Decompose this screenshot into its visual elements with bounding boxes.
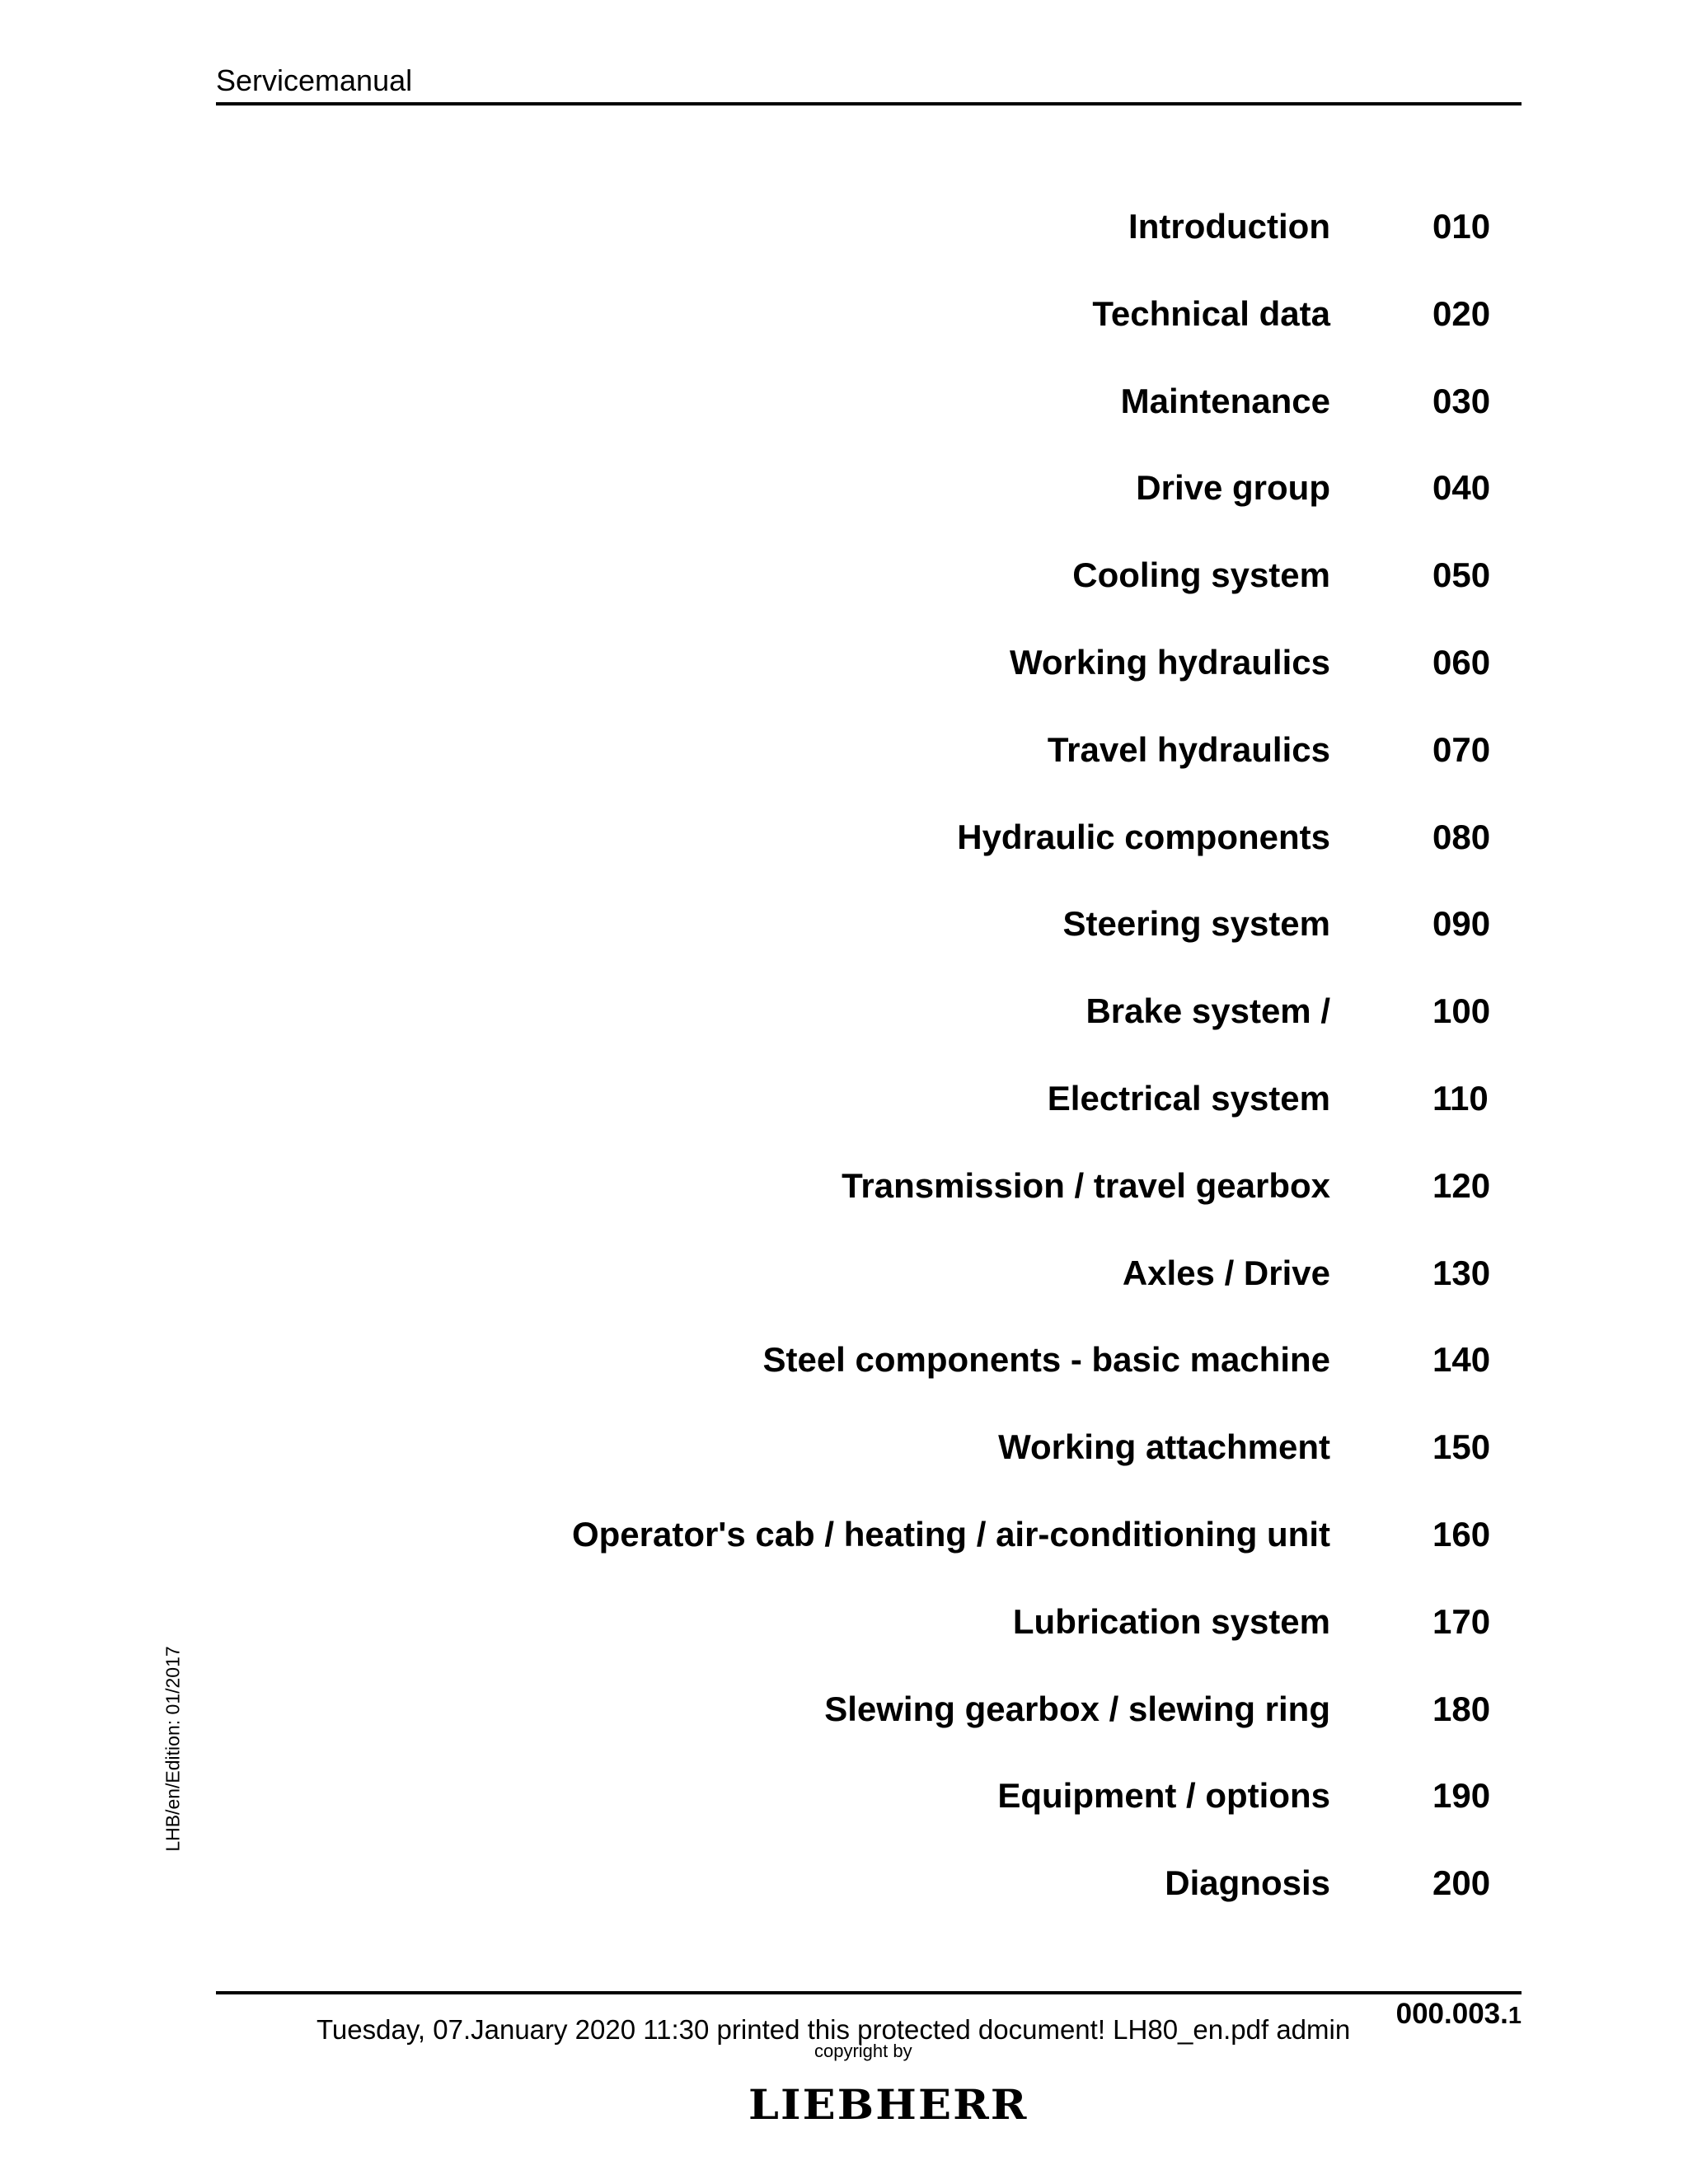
toc-item-number: 080 — [1432, 817, 1491, 856]
page-number-main: 000.003. — [1395, 1998, 1508, 2030]
toc-item-maintenance[interactable] — [216, 377, 1522, 464]
toc-item-title: Drive group — [1136, 468, 1330, 508]
toc-item-number: 160 — [1432, 1514, 1491, 1554]
toc-item-slewing-gearbox[interactable] — [216, 1685, 1522, 1772]
toc-item-number: 100 — [1432, 991, 1491, 1031]
toc-item-number: 110 — [1432, 1078, 1489, 1118]
toc-item-number: 030 — [1432, 381, 1491, 420]
toc-item-number: 070 — [1432, 729, 1491, 769]
toc-item-electrical-system[interactable] — [216, 1074, 1522, 1161]
page-number — [1396, 1998, 1522, 2031]
toc-item-title: Electrical system — [1047, 1078, 1330, 1118]
toc-item-title: Slewing gearbox / slewing ring — [824, 1689, 1330, 1728]
toc-item-title: Transmission / travel gearbox — [842, 1165, 1330, 1205]
toc-item-title: Operator's cab / heating / air-conditioning unit — [571, 1514, 1330, 1554]
toc-item-number: 200 — [1432, 1863, 1491, 1903]
toc-item-working-hydraulics[interactable] — [216, 638, 1522, 725]
toc-item-title: Steel components - basic machine — [762, 1340, 1330, 1380]
toc-item-operators-cab[interactable] — [216, 1510, 1522, 1597]
toc-item-title: Axles / Drive — [1122, 1253, 1330, 1292]
toc-item-number: 060 — [1432, 642, 1491, 682]
toc-item-title: Working attachment — [998, 1427, 1330, 1467]
toc-item-title: Travel hydraulics — [1047, 729, 1330, 769]
toc-item-title: Diagnosis — [1165, 1863, 1330, 1903]
toc-item-number: 020 — [1432, 293, 1491, 333]
toc-item-steering-system[interactable] — [216, 899, 1522, 987]
footer-divider — [216, 1991, 1522, 1994]
toc-item-title: Cooling system — [1072, 555, 1330, 595]
table-of-contents — [216, 202, 1522, 1946]
toc-item-axles-drive[interactable] — [216, 1249, 1522, 1336]
liebherr-logo: LIEBHERR — [748, 2080, 1029, 2129]
toc-item-number: 040 — [1432, 468, 1491, 508]
toc-item-working-attachment[interactable] — [216, 1422, 1522, 1510]
toc-item-number: 140 — [1432, 1340, 1491, 1380]
toc-item-number: 150 — [1432, 1427, 1491, 1467]
document-header-title: Servicemanual — [216, 63, 413, 97]
toc-item-title: Steering system — [1062, 904, 1330, 944]
toc-item-technical-data[interactable] — [216, 289, 1522, 377]
toc-item-number: 010 — [1432, 207, 1491, 246]
toc-item-title: Equipment / options — [997, 1776, 1330, 1816]
toc-item-number: 180 — [1432, 1689, 1491, 1728]
toc-item-number: 050 — [1432, 555, 1491, 595]
toc-item-brake-system[interactable] — [216, 987, 1522, 1074]
toc-item-number: 120 — [1432, 1165, 1491, 1205]
toc-item-title: Brake system / — [1085, 991, 1330, 1031]
toc-item-transmission[interactable] — [216, 1161, 1522, 1249]
toc-item-title: Lubrication system — [1012, 1601, 1330, 1641]
toc-item-number: 190 — [1432, 1776, 1491, 1816]
toc-item-number: 130 — [1432, 1253, 1491, 1292]
toc-item-lubrication-system[interactable] — [216, 1597, 1522, 1685]
toc-item-steel-components[interactable] — [216, 1335, 1522, 1422]
toc-item-hydraulic-components[interactable] — [216, 813, 1522, 900]
toc-item-equipment-options[interactable] — [216, 1771, 1522, 1858]
toc-item-number: 090 — [1432, 904, 1491, 944]
toc-item-number: 170 — [1432, 1601, 1491, 1641]
page-number-sub: 1 — [1507, 2003, 1522, 2029]
toc-item-title: Working hydraulics — [1010, 642, 1330, 682]
toc-item-title: Maintenance — [1120, 381, 1330, 420]
toc-item-title: Technical data — [1092, 293, 1330, 333]
header-divider — [216, 102, 1522, 105]
toc-item-diagnosis[interactable] — [216, 1858, 1522, 1946]
toc-item-introduction[interactable] — [216, 202, 1522, 289]
toc-item-travel-hydraulics[interactable] — [216, 725, 1522, 813]
toc-item-title: Hydraulic components — [957, 817, 1330, 856]
toc-item-cooling-system[interactable] — [216, 551, 1522, 638]
edition-label: LHB/en/Edition: 01/2017 — [162, 1646, 184, 1852]
toc-item-drive-group[interactable] — [216, 463, 1522, 551]
copyright-label: copyright by — [814, 2041, 912, 2061]
print-notice: Tuesday, 07.January 2020 11:30 printed this protected document! LH80_en.pdf admin — [316, 2014, 1351, 2045]
toc-item-title: Introduction — [1128, 207, 1330, 246]
